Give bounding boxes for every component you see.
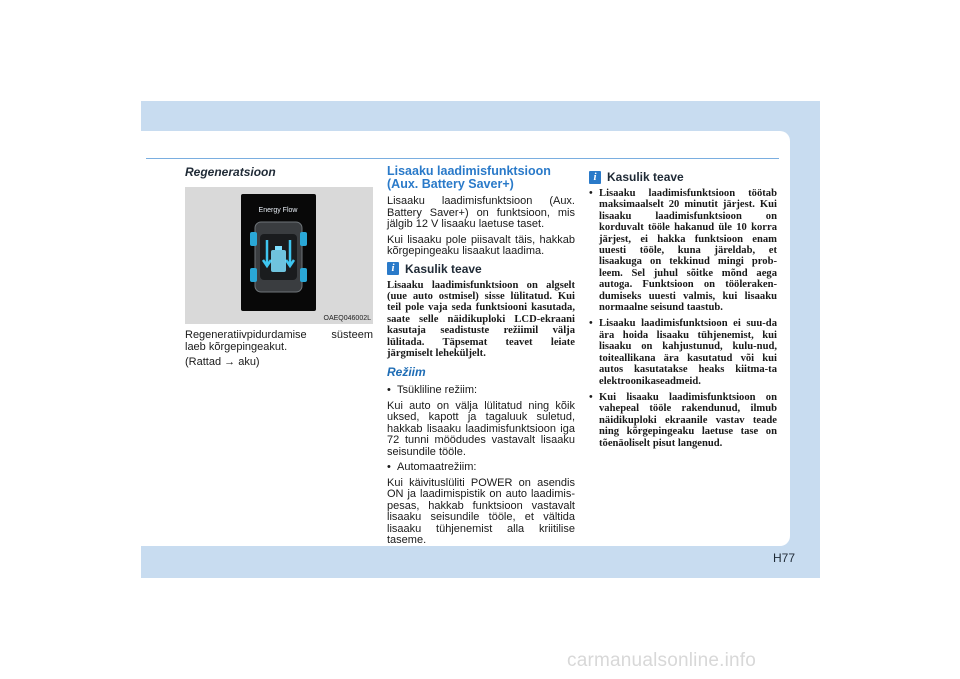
energy-flow-display <box>241 194 316 311</box>
figure-code: OAEQ046002L <box>323 315 371 322</box>
left-column <box>185 165 373 373</box>
right-column <box>589 165 777 454</box>
charging-paragraph: Kui lisaaku pole piisavalt täis, hakkab kõrgepingeaku lisaakut laadima. <box>387 233 575 257</box>
info-heading <box>387 262 575 276</box>
info-title-right: Kasulik teave <box>607 170 684 184</box>
mode-auto-text: Kui käivituslüliti POWER on asendis ON ja laadimispistik on auto laadimis-pesas, hakkab funktsioon vastavalt lisaaku seisundile tööle, et vältida lisaaku tühjenemist alla kriitilise taseme. <box>387 476 575 547</box>
list-item: • Kui lisaaku laadimisfunktsioon on vahepeal tööle rakendunud, ilmub näidikuploki ekraanile vastav teade ning kõrgepingeaku laetuse tase on tõenäoliselt pisut langenud. <box>589 392 777 449</box>
info-text: Lisaaku laadimisfunktsioon on algselt (uue auto ostmisel) sisse lülitatud. Kui teil pole vaja seda funktsiooni kasutada, saate selle näidikuploki LCD-ekraani kasutaja seadistuste režiimil välja lülitada. Täpsemat teavet leiate järgmiselt leheküljelt. <box>387 279 575 359</box>
header-rule <box>146 158 779 159</box>
regeneration-heading: Regeneratsioon <box>185 165 276 179</box>
info-bullet-list <box>589 188 777 449</box>
mode-auto-label: • Automaatrežiim: <box>387 462 575 474</box>
mode-list-1 <box>387 385 575 397</box>
info-icon: i <box>387 262 399 275</box>
watermark: carmanualsonline.info <box>567 650 757 671</box>
info-heading-right <box>589 170 777 184</box>
cluster-screen <box>241 194 316 311</box>
screen-title: Energy Flow <box>258 207 298 214</box>
page-number: H77 <box>773 551 796 565</box>
intro-paragraph: Lisaaku laadimisfunktsioon (Aux. Battery Saver+) on funktsioon, mis jälgib 12 V lisaaku laetuse taset. <box>387 195 575 230</box>
mode-list-2 <box>387 462 575 474</box>
list-item: • Lisaaku laadimisfunktsioon ei suu-da ära hoida lisaaku tühjenemist, kui lisaaku on kahjustunud, kulu-nud, toiteallikana ära kasutatud või kui autos kasutatakse heaks kiitma-ta elektroonikaseadmeid. <box>589 318 777 386</box>
list-item: • Lisaaku laadimisfunktsioon töötab maksimaalselt 20 minutit järjest. Kui lisaaku laadimisfunktsioon on korduvalt tööle hakanud üle 10 korra järjest, ei hakka funktsioon enam uuesti tööle, kuna järeldab, et lisaakuga on tekkinud mingi prob-leem. Sel juhul sõitke mõnd aega autoga. Funktsioon on tööleraken-dumiseks uuesti valmis, kui lisaaku normaalne seisund taastub. <box>589 188 777 313</box>
info-title: Kasulik teave <box>405 261 482 276</box>
middle-column <box>387 165 575 551</box>
arrow-icon: → <box>224 356 236 368</box>
regeneration-text: Regeneratiivpidurdamise süsteem laeb kõrgepingeakut. <box>185 329 373 353</box>
mode-cyclic-label: • Tsükliline režiim: <box>387 385 575 397</box>
mode-cyclic-text: Kui auto on välja lülitatud ning kõik uksed, kapott ja tagaluuk suletud, hakkab lisaaku laadimisfunktsioon iga 72 tunni möödudes vastavalt lisaaku seisundile tööle. <box>387 399 575 458</box>
energy-flow-figure <box>185 187 373 324</box>
mode-heading: Režiim <box>387 365 426 380</box>
section-title: Lisaaku laadimisfunktsioon (Aux. Battery Saver+) <box>387 164 551 191</box>
info-icon: i <box>589 171 601 184</box>
regeneration-flow: (Rattad → aku) <box>185 356 260 368</box>
